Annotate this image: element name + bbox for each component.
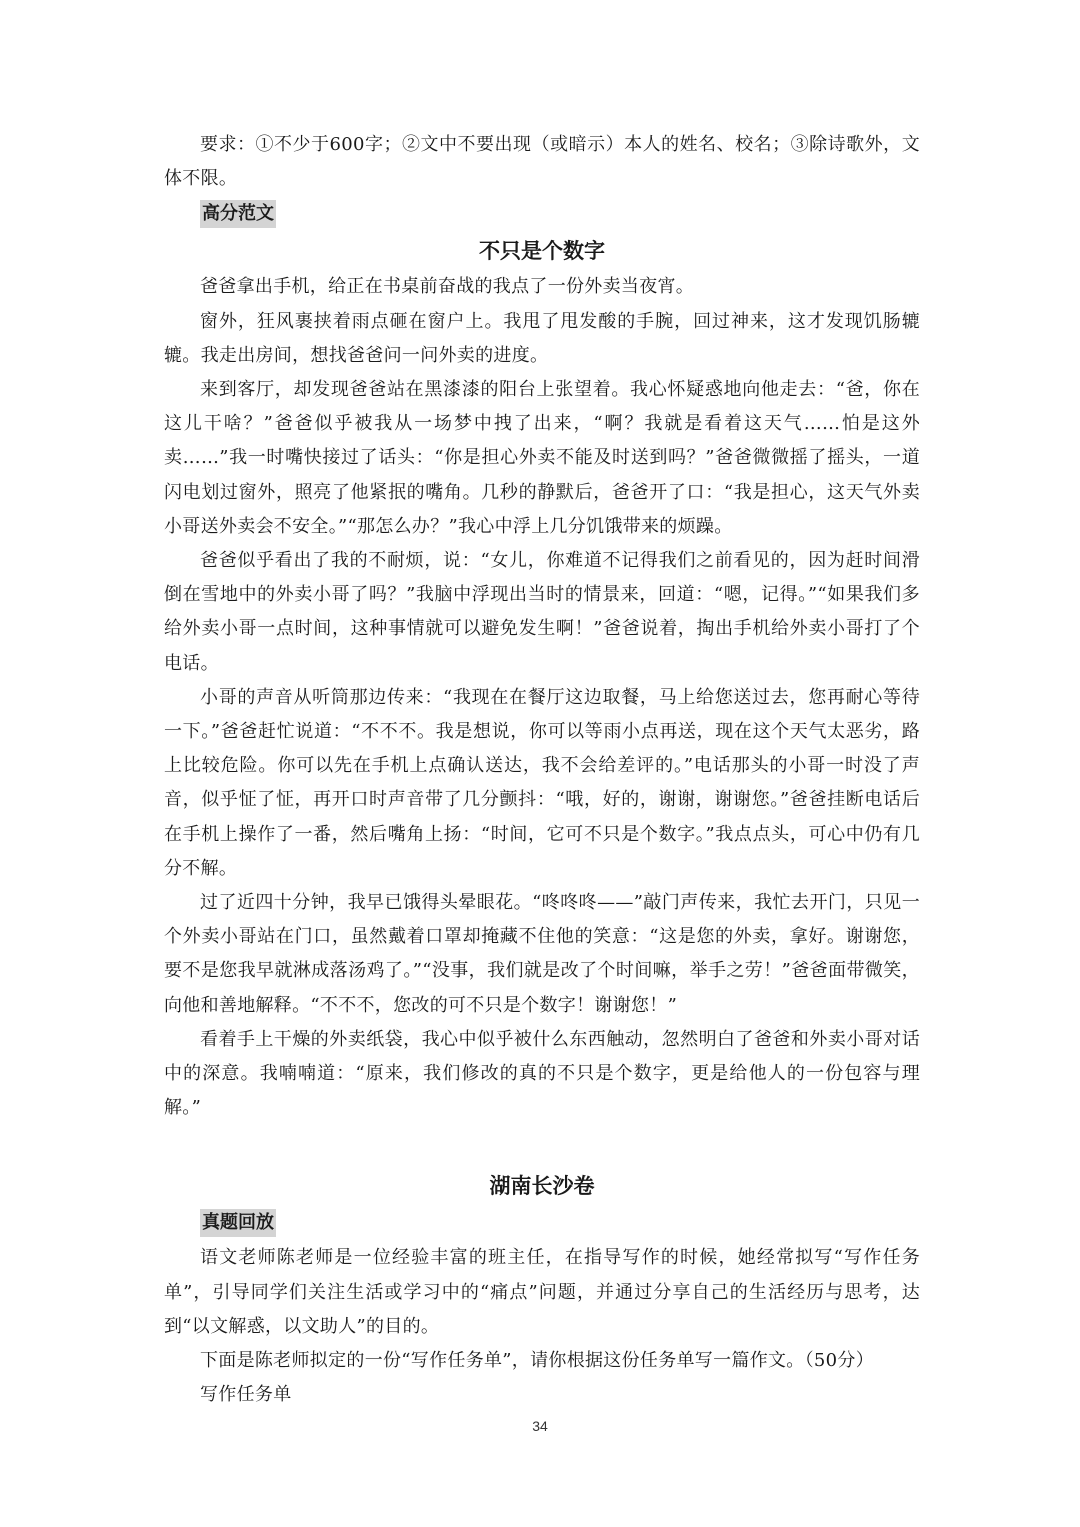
model-essay-label: 高分范文 bbox=[200, 200, 276, 228]
exam-prompt bbox=[164, 1241, 920, 1412]
essay-paragraph: 小哥的声音从听筒那边传来：“我现在在餐厅这边取餐，马上给您送过去，您再耐心等待一下。”爸爸赶忙说道：“不不不。我是想说，你可以等雨小点再送，现在这个天气太恶劣，路上比较危险。你可以先在手机上点确认送达，我不会给差评的。”电话那头的小哥一时没了声音，似乎怔了怔，再开口时声音带了几分颤抖：“哦，好的，谢谢，谢谢您。”爸爸挂断电话后在手机上操作了一番，然后嘴角上扬：“时间，它可不只是个数字。”我点点头，可心中仍有几分不解。 bbox=[164, 686, 920, 879]
exam-paragraph: 语文老师陈老师是一位经验丰富的班主任，在指导写作的时候，她经常拟写“写作任务单”，引导同学们关注生活或学习中的“痛点”问题，并通过分享自己的生活经历与思考，达到“以文解惑，以文助人”的目的。 bbox=[164, 1247, 920, 1337]
exam-paragraph: 下面是陈老师拟定的一份“写作任务单”，请你根据这份任务单写一篇作文。（50分） bbox=[200, 1350, 875, 1372]
section-title: 湖南长沙卷 bbox=[489, 1174, 595, 1199]
task-sheet-heading: 写作任务单 bbox=[200, 1384, 292, 1406]
writing-requirement: 要求：①不少于600字；②文中不要出现（或暗示）本人的姓名、校名；③除诗歌外，文体不限。 bbox=[164, 134, 920, 190]
essay-paragraph: 来到客厅，却发现爸爸站在黑漆漆的阳台上张望着。我心怀疑惑地向他走去：“爸，你在这儿干啥？”爸爸似乎被我从一场梦中拽了出来，“啊？我就是看着这天气……怕是这外卖……”我一时嘴快接过了话头：“你是担心外卖不能及时送到吗？”爸爸微微摇了摇头，一道闪电划过窗外，照亮了他紧抿的嘴角。几秒的静默后，爸爸开了口：“我是担心，这天气外卖小哥送外卖会不安全。”“那怎么办？”我心中浮上几分饥饿带来的烦躁。 bbox=[164, 379, 920, 537]
essay-title: 不只是个数字 bbox=[479, 239, 605, 264]
essay-paragraph: 爸爸似乎看出了我的不耐烦，说：“女儿，你难道不记得我们之前看见的，因为赶时间滑倒在雪地中的外卖小哥了吗？”我脑中浮现出当时的情景来，回道：“嗯，记得。”“如果我们多给外卖小哥一点时间，这种事情就可以避免发生啊！”爸爸说着，掏出手机给外卖小哥打了个电话。 bbox=[164, 550, 920, 674]
page-number: 34 bbox=[532, 1418, 548, 1434]
essay-paragraph: 看着手上干燥的外卖纸袋，我心中似乎被什么东西触动，忽然明白了爸爸和外卖小哥对话中的深意。我喃喃道：“原来，我们修改的真的不只是个数字，更是给他人的一份包容与理解。” bbox=[164, 1028, 920, 1119]
essay-paragraph: 爸爸拿出手机，给正在书桌前奋战的我点了一份外卖当夜宵。 bbox=[200, 276, 695, 298]
essay-body bbox=[164, 270, 920, 1125]
essay-paragraph: 过了近四十分钟，我早已饿得头晕眼花。“咚咚咚——”敲门声传来，我忙去开门，只见一个外卖小哥站在门口，虽然戴着口罩却掩藏不住他的笑意：“这是您的外卖，拿好。谢谢您，要不是您我早就淋成落汤鸡了。”“没事，我们就是改了个时间嘛，举手之劳！”爸爸面带微笑，向他和善地解释。“不不不，您改的可不只是个数字！谢谢您！” bbox=[164, 892, 920, 1016]
exam-review-label: 真题回放 bbox=[200, 1209, 276, 1237]
document-page bbox=[164, 128, 920, 1413]
essay-paragraph: 窗外，狂风裹挟着雨点砸在窗户上。我甩了甩发酸的手腕，回过神来，这才发现饥肠辘辘。我走出房间，想找爸爸问一问外卖的进度。 bbox=[164, 310, 920, 366]
